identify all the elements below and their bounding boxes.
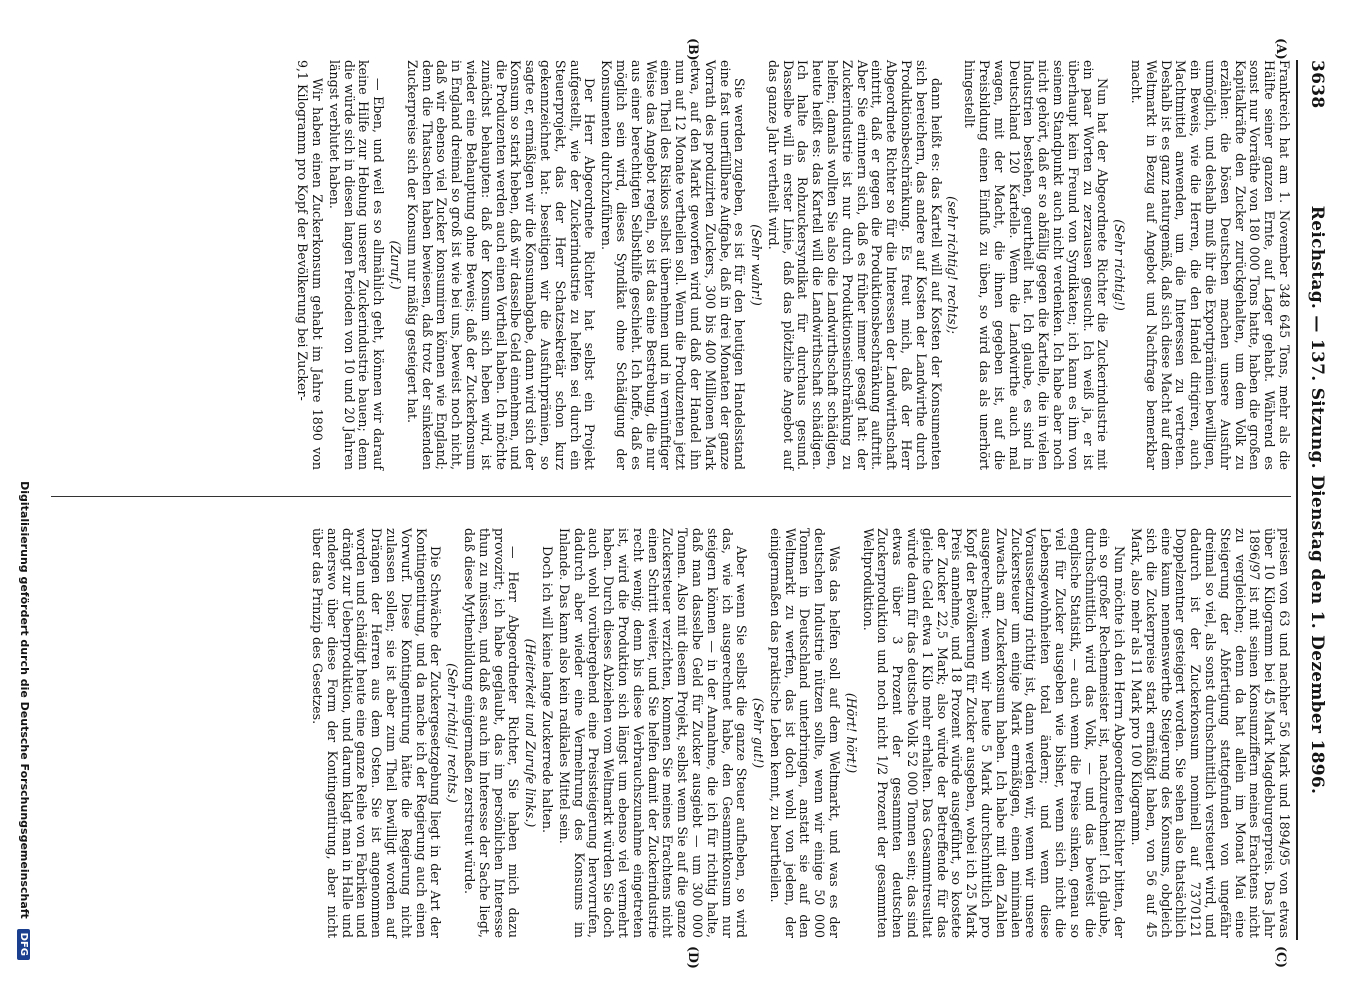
paragraph: — Herr Abgeordneter Richter, Sie haben mich dazu provozirt; ich habe geglaubt, das im persönlichen Interesse thun zu müssen, und daß es auch im Interesse der Sache liegt, daß diese Mythenbildung einigermaßen zerstreut würde. (461, 528, 522, 938)
running-header (1295, 60, 1335, 940)
left-column (292, 60, 1291, 470)
paragraph: Nun hat der Abgeordnete Richter die Zuckerindustrie mit ein paar Worten zu zerzausen gesucht. Ich weiß ja, er ist überhaupt kein Freund von Syndikaten; ich kann es ihm von seinem Standpunkt auch nicht verdenken. Ich habe aber noch nicht gehört, daß er so abfällig gegen die Kartelle, die in vielen Industrien bestehen, geurtheilt hat. Ich glaube, es sind in Deutschland 120 Kartelle. Wenn die Landwirthe auch mal wagen, mit der Macht, die ihnen gegeben ist, auf die Preisbildung einen Einfluß zu üben, so wird das als unerhört hingestellt (962, 60, 1111, 470)
paragraph: dann heißt es: das Kartell will auf Kosten der Konsumenten sich bereichern, das andere auf Kosten der Landwirthe durch Produktionsbeschränkung. Es freut mich, daß der Herr Abgeordnete Richter so für die Interessen der Landwirthschaft eintritt, daß er gegen die Produktionsbeschränkung auftritt. Aber Sie erinnern sich, daß es früher immer gesagt hat: der Zuckerindustrie ist nur durch Produktionseinschränkung zu helfen; damals wollten Sie also die Landwirthschaft schädigen, heute heißt es: das Kartell will die Landwirthschaft schädigen. Ich halte das Rohzuckersyndikat für durchaus gesund. Dasselbe will in erster Linie, daß das plötzliche Angebot auf das ganze Jahr vertheilt wird. (765, 60, 944, 470)
paragraph: Was das helfen soll auf dem Weltmarkt, und was es der deutschen Industrie nützen sollte, wenn wir einige 50 000 Tonnen in Deutschland unterbringen, anstatt sie auf den Weltmarkt zu werfen, das ist doch wohl von jedem, der einigermaßen das praktische Leben kennt, zu beurtheilen. (767, 528, 843, 938)
column-divider (51, 496, 1291, 497)
paragraph: Frankreich hat am 1. November 348 645 Tons, mehr als die Hälfte seiner ganzen Ernte, auf Lager gehabt. Während es sonst nur Vorräthe von 180 000 Tons hatte, haben die großen Kapitalkräfte den Zucker zurückgehalten, um dem Volk zu erzählen: die bösen Deutschen machen unsere Ausfuhr unmöglich, und deshalb muß ihr die Exportprämien bewilligen, ein Beweis, wie die Herren, die den Handel dirigiren, auch Machtmittel anwenden, um die Interessen zu vertreten. Deshalb ist es ganz naturgemäß, daß sich diese Macht auf dem Weltmarkt in Bezug auf Angebot und Nachfrage bemerkbar macht. (1129, 60, 1292, 470)
paragraph: Die Schwäche der Zuckergesetzgebung liegt in der Art der Kontingentirung, und da mache ich der Regierung auch einen Vorwurf. Diese Kontingentirung hätte die Regierung nicht zulassen sollen; sie ist aber zum Theil bewilligt worden auf Drängen der Herren aus dem Osten. Sie ist angenommen worden und schädigt heute eine ganze Reihe von Fabriken und drängt zur Ueberproduktion, und darum klagt man in Halle und anderswo über diese Form der Kontingentirung, aber nicht über das Prinzip des Gesetzes. (310, 528, 444, 938)
paragraph: Wir haben einen Zuckerkonsum gehabt im Jahre 1890 von 9,1 Kilogramm pro Kopf der Bevölkerung bei Zucker- (295, 60, 325, 470)
paragraph: (Sehr wahr!) (749, 224, 765, 306)
paragraph: (Zuruf.) (387, 240, 403, 290)
margin-marker-a: (A) (1274, 38, 1289, 60)
paragraph: Doch ich will keine lange Zuckerrede halten. (539, 546, 555, 834)
dfg-logo: DFG (17, 929, 30, 960)
page-number: 3638 (1307, 60, 1327, 109)
running-title: Reichstag. — 137. Sitzung. Dienstag den 1. Dezember 1896. (1307, 205, 1327, 795)
digitization-note (17, 240, 31, 960)
paragraph: (Hört! hört!) (843, 692, 859, 774)
header-rule (1296, 60, 1298, 940)
margin-marker-c: (C) (1274, 946, 1289, 968)
margin-marker-d: (D) (686, 946, 701, 969)
paragraph: (Sehr gut!) (751, 697, 767, 769)
paragraph: (Sehr richtig!) (1112, 219, 1128, 311)
margin-marker-b: (B) (686, 38, 701, 61)
paragraph: Nun möchte ich den Herrn Abgeordneten Richter bitten, der ein so großer Rechenmeister ist, nachzurechnen! Ich glaube, durchschnittlich wird das Volk, — und das beweist die englische Statistik, — auch wenn die Preise sinken, genau so viel für Zucker ausgeben wie bisher, wenn sich nicht die Lebensgewohnheiten total ändern; und wenn diese Voraussetzung richtig ist, dann werden wir, wenn wir unsere Zuckersteuer um einige Mark ermäßigen, einen minimalen Zuwachs am Zuckerkonsum haben. Ich habe mit den Zahlen ausgerechnet: wenn wir heute 5 Mark durchschnittlich pro Kopf der Bevölkerung für Zucker ausgeben, wobei ich 25 Mark Preis annehme, und 18 Prozent würde ausgeführt, so kostete der Zucker 22,5 Mark; also würde der Betreffende für das gleiche Geld etwa 1 Kilo mehr erhalten. Das Gesammtresultat würde dann für das deutsche Volk 52 000 Tonnen sein; das sind etwas über 3 Prozent der gesammten deutschen Zuckerproduktion und noch nicht 1/2 Prozent der gesammten Weltproduktion. (860, 528, 1128, 938)
digitization-text: Digitalisierung gefördert durch die Deutsche Forschungsgemeinschaft (18, 481, 31, 919)
paragraph: (sehr richtig! rechts); (945, 196, 961, 334)
paragraph: Sie werden zugeben, es ist für den heutigen Handelsstand eine fast unerfüllbare Aufgabe, daß in drei Monaten der ganze Vorrath des produzirten Zuckers, 300 bis 400 Millionen Mark etwa, auf den Markt geworfen wird und daß der Handel ihn nun auf 12 Monate vertheilen soll. Wenn die Produzenten jetzt einen Theil des Risikos selbst übernehmen und in vernünftiger Weise das Angebot regeln, so ist das eine Bestrebung, die nur aus einer berechtigten Selbsthilfe geschieht. Ich hoffe, daß es möglich sein wird, dieses Syndikat ohne Schädigung der Konsumenten durchzuführen. (599, 60, 748, 470)
paragraph: — Eben, und weil es so allmählich geht, können wir darauf keine Hilfe zur Hebung unserer Zuckerindustrie bauen; denn die würde sich in diesen langen Perioden von 10 und 20 Jahren längst verblutet haben. (326, 60, 387, 470)
paragraph: preisen von 63 und nachher 56 Mark und 1894/95 von etwas über 10 Kilogramm bei 45 Mark Magdeburgerpreis. Das Jahr 1896/97 ist mit seinen Konsumziffern meines Erachtens nicht zu vergleichen; denn da hat allein im Monat Mai eine Steigerung der Abfertigung stattgefunden von ungefähr dreimal so viel, als sonst durchschnittlich versteuert wird, und dadurch ist der Zuckerkonsum nominell auf 7370121 Doppelzentner gesteigert worden. Sie sehen also thatsächlich eine kaum nennenswerthe Steigerung des Konsums, obgleich sich die Zuckerpreise stark ermäßigt haben, von 56 auf 45 Mark, also mehr als 11 Mark pro 100 Kilogramm. (1129, 528, 1292, 938)
paragraph: (Heiterkeit und Zurufe links.) (523, 638, 539, 828)
paragraph: (Sehr richtig! rechts.) (445, 663, 461, 803)
paragraph: Aber wenn Sie selbst die ganze Steuer aufheben, so wird das, wie ich ausgerechnet habe, den Gesammtkonsum nur steigern können — in der Annahme, die ich für richtig halte, daß man dasselbe Geld für Zucker ausgiebt — um 300 000 Tonnen. Also mit diesem Projekt, selbst wenn Sie auf die ganze Zuckersteuer verzichten, kommen Sie meines Erachtens nicht einen Schritt weiter, und Sie helfen damit der Zuckerindustrie recht wenig; denn bis diese Verbrauchszunahme eingetreten ist, wird die Produktion sich längst um ebenso viel vermehrt haben. Durch dieses Abziehen vom Weltmarkt würden Sie doch auch wohl vorübergehend eine Preissteigerung hervorrufen, dadurch aber wieder eine Vermehrung des Konsums im Inlande. Das kann also kein radikales Mittel sein. (556, 528, 750, 938)
paragraph: Der Herr Abgeordnete Richter hat selbst ein Projekt aufgestellt, wie der Zuckerindustrie zu helfen sei durch ein Steuerprojekt, das der Herr Schatzsekretär schon kurz gekennzeichnet hat: beseitigen wir die Ausfuhrprämien, so sagte er, ermäßigen wir die Konsumabgabe, dann wird sich der Konsum so stark heben, daß wir dasselbe Geld einnehmen, und die Produzenten werden auch einen Vortheil haben. Ich möchte zunächst behaupten: daß der Konsum sich heben wird, ist wieder eine Behauptung ohne Beweis; daß der Zuckerkonsum in England dreimal so groß ist wie bei uns, beweist noch nicht, daß wir ebenso viel Zucker konsumiren können wie England; denn die Thatsachen haben bewiesen, daß trotz der sinkenden Zuckerpreise sich der Konsum nur mäßig gesteigert hat. (404, 60, 598, 470)
right-column (307, 528, 1291, 938)
